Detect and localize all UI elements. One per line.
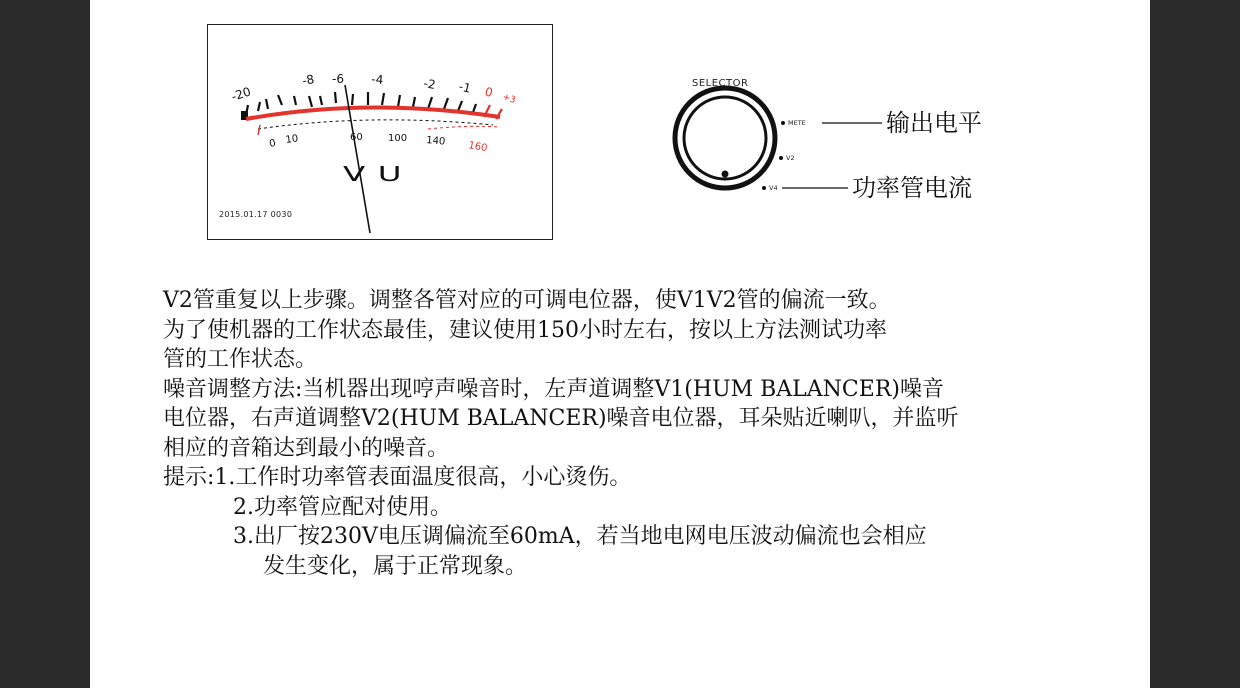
- meter-bottom-scale: [268, 132, 445, 150]
- scale-label: -20: [229, 84, 253, 104]
- selector-pointer: [722, 171, 729, 178]
- scale-label: +3: [501, 92, 517, 106]
- meter-top-scale-red: [483, 84, 517, 106]
- paragraph-line: V2管重复以上步骤。调整各管对应的可调电位器，使V1V2管的偏流一致。: [163, 288, 891, 313]
- scale-label: 60: [350, 132, 363, 143]
- meter-stamp: 2015.01.17 0030: [219, 210, 293, 219]
- scale-label: -1: [457, 79, 473, 96]
- option-dot: [762, 186, 766, 190]
- meter-bracket: [258, 125, 260, 135]
- paragraph-line: 相应的音箱达到最小的噪音。: [163, 435, 450, 461]
- body-text: [163, 286, 1123, 581]
- paragraph-line: 为了使机器的工作状态最佳，建议使用150小时左右，按以上方法测试功率: [163, 317, 887, 343]
- selector-title: SELECTOR: [692, 78, 749, 89]
- option-mete: METE: [788, 119, 806, 127]
- scale-label: 140: [425, 135, 446, 148]
- scale-label: 160: [467, 140, 489, 155]
- scale-label: 100: [388, 133, 408, 144]
- paragraph-line: 噪音调整方法:当机器出现哼声噪音时，左声道调整V1(HUM BALANCER)噪音: [163, 376, 944, 402]
- scale-label: 0: [268, 137, 277, 150]
- tip-line: 3.出厂按230V电压调偏流至60mA，若当地电网电压波动偏流也会相应: [233, 524, 927, 549]
- vu-meter-graphic: [208, 25, 553, 240]
- scale-label: -2: [422, 76, 437, 93]
- option-dot: [779, 156, 783, 160]
- vu-label: VU: [343, 162, 415, 187]
- tip-line: 2.功率管应配对使用。: [233, 494, 452, 520]
- meter-dashed-arc-red: [428, 126, 500, 129]
- paragraph-line: 管的工作状态。: [163, 347, 318, 372]
- selector-figure: [670, 70, 1110, 220]
- callout-output-level: 输出电平: [886, 109, 982, 137]
- meter-red-arc: [246, 107, 500, 119]
- scale-label: -8: [301, 72, 316, 88]
- document-page: [90, 0, 1150, 688]
- tip-line: 发生变化，属于正常现象。: [263, 553, 528, 579]
- scale-label: 0: [483, 84, 495, 100]
- selector-inner-ring: [684, 97, 766, 179]
- vu-meter-figure: [207, 24, 553, 240]
- paragraph-line: 电位器，右声道调整V2(HUM BALANCER)噪音电位器，耳朵贴近喇叭，并监听: [163, 406, 959, 431]
- tip-line: 提示:1.工作时功率管表面温度很高，小心烫伤。: [163, 465, 632, 490]
- option-v2: V2: [786, 154, 795, 162]
- option-dot: [781, 121, 785, 125]
- meter-dashed-arc: [258, 120, 493, 129]
- scale-label: -4: [370, 72, 384, 88]
- callout-tube-current: 功率管电流: [852, 174, 972, 202]
- scale-label: -6: [332, 72, 344, 86]
- option-v4: V4: [769, 184, 778, 192]
- scale-label: 10: [284, 133, 300, 146]
